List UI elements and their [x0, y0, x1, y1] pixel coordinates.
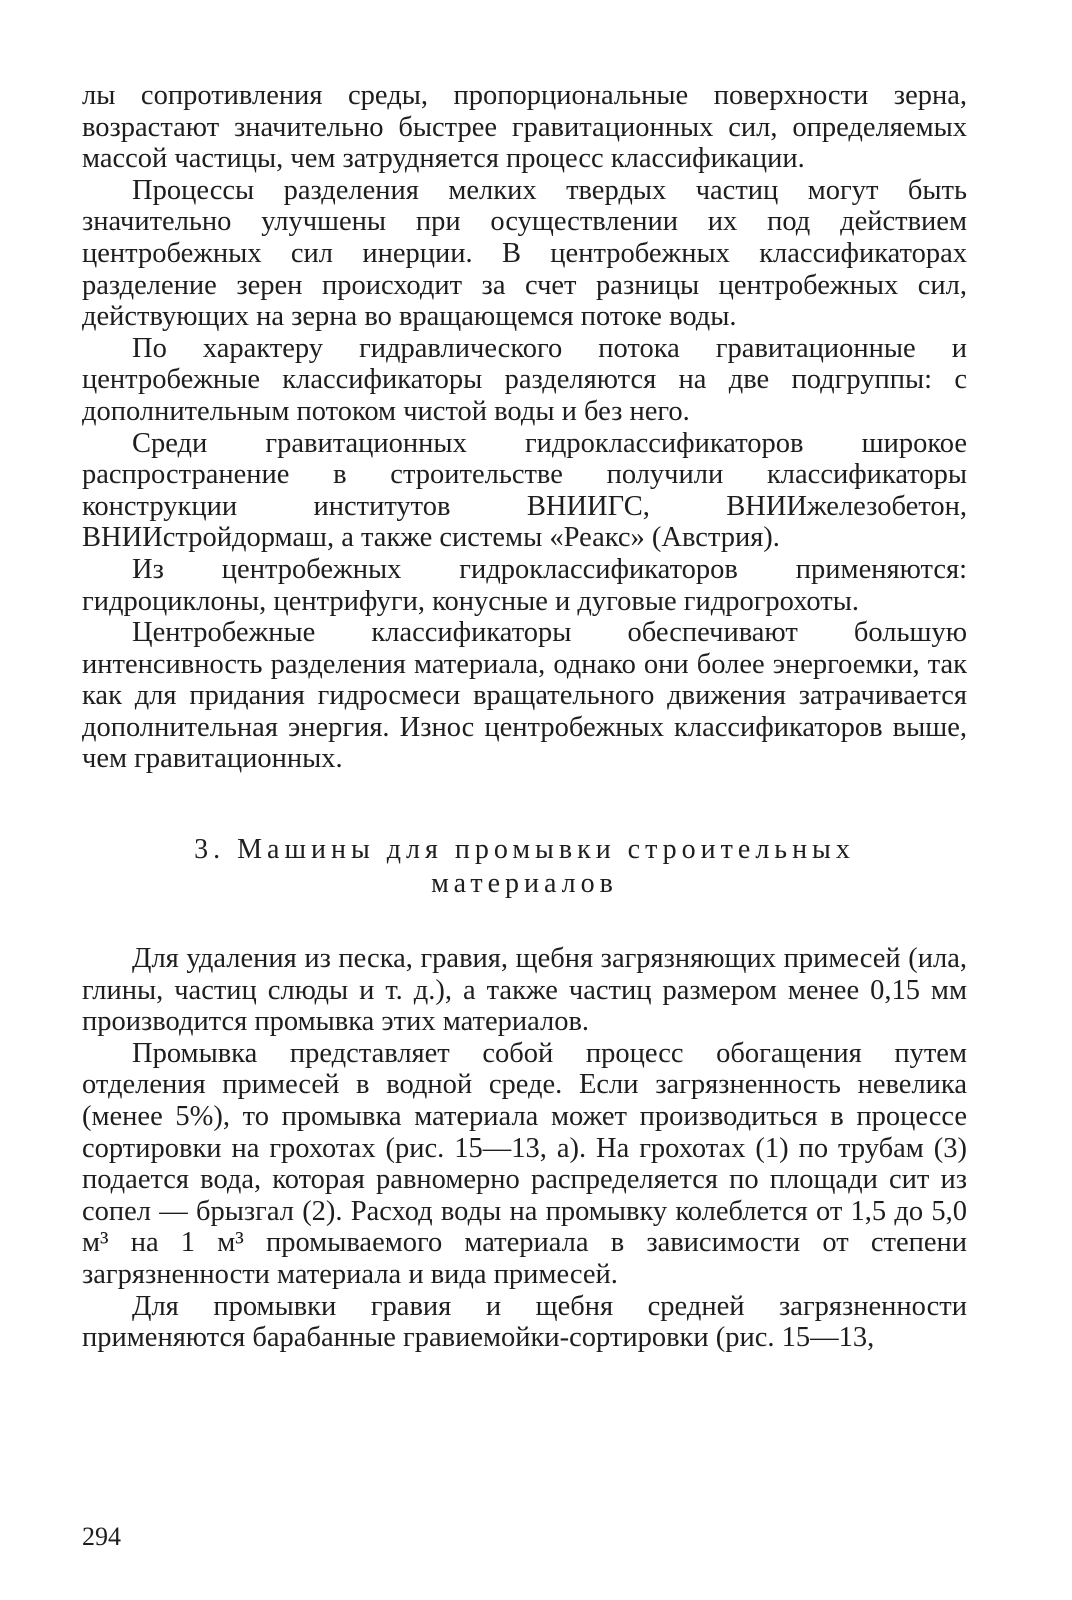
page-number: 294: [82, 1522, 121, 1551]
paragraph: По характеру гидравлического потока гравитационные и центробежные классификаторы разделяются на две подгруппы: с дополнительным потоком чистой воды и без него.: [82, 332, 967, 427]
paragraph: Промывка представляет собой процесс обогащения путем отделения примесей в водной среде. Если загрязненность невелика (менее 5%), то промывка материала может производиться в процессе сортировки на грохотах (рис. 15—13, а). На грохотах (1) по трубам (3) подается вода, которая равномерно распределяется по площади сит из сопел — брызгал (2). Расход воды на промывку колеблется от 1,5 до 5,0 м³ на 1 м³ промываемого материала в зависимости от степени загрязненности материала и вида примесей.: [82, 1037, 967, 1290]
section-heading: [82, 833, 967, 901]
paragraph: Из центробежных гидроклассификаторов применяются: гидроциклоны, центрифуги, конусные и дуговые гидрогрохоты.: [82, 553, 967, 617]
paragraph: Среди гравитационных гидроклассификаторов широкое распространение в строительстве получили классификаторы конструкции институтов ВНИИГС, ВНИИжелезобетон, ВНИИстройдормаш, а также системы «Реакс» (Австрия).: [82, 427, 967, 554]
page-content: [82, 80, 967, 1354]
paragraph: Центробежные классификаторы обеспечивают большую интенсивность разделения материала, однако они более энергоемки, так как для придания гидросмеси вращательного движения затрачивается дополнительная энергия. Износ центробежных классификаторов выше, чем гравитационных.: [82, 617, 967, 775]
section-heading-line: материалов: [431, 868, 618, 900]
paragraph: лы сопротивления среды, пропорциональные поверхности зерна, возрастают значительно быстрее гравитационных сил, определяемых массой частицы, чем затрудняется процесс классификации.: [82, 80, 967, 175]
paragraph: Процессы разделения мелких твердых частиц могут быть значительно улучшены при осуществлении их под действием центробежных сил инерции. В центробежных классификаторах разделение зерен происходит за счет разницы центробежных сил, действующих на зерна во вращающемся потоке воды.: [82, 174, 967, 333]
section-heading-line: 3. Машины для промывки строительных: [194, 834, 855, 866]
paragraph: Для промывки гравия и щебня средней загрязненности применяются барабанные гравиемойки-сортировки (рис. 15—13,: [82, 1290, 967, 1354]
paragraph: Для удаления из песка, гравия, щебня загрязняющих примесей (ила, глины, частиц слюды и т. д.), а также частиц размером менее 0,15 мм производится промывка этих материалов.: [82, 943, 967, 1038]
